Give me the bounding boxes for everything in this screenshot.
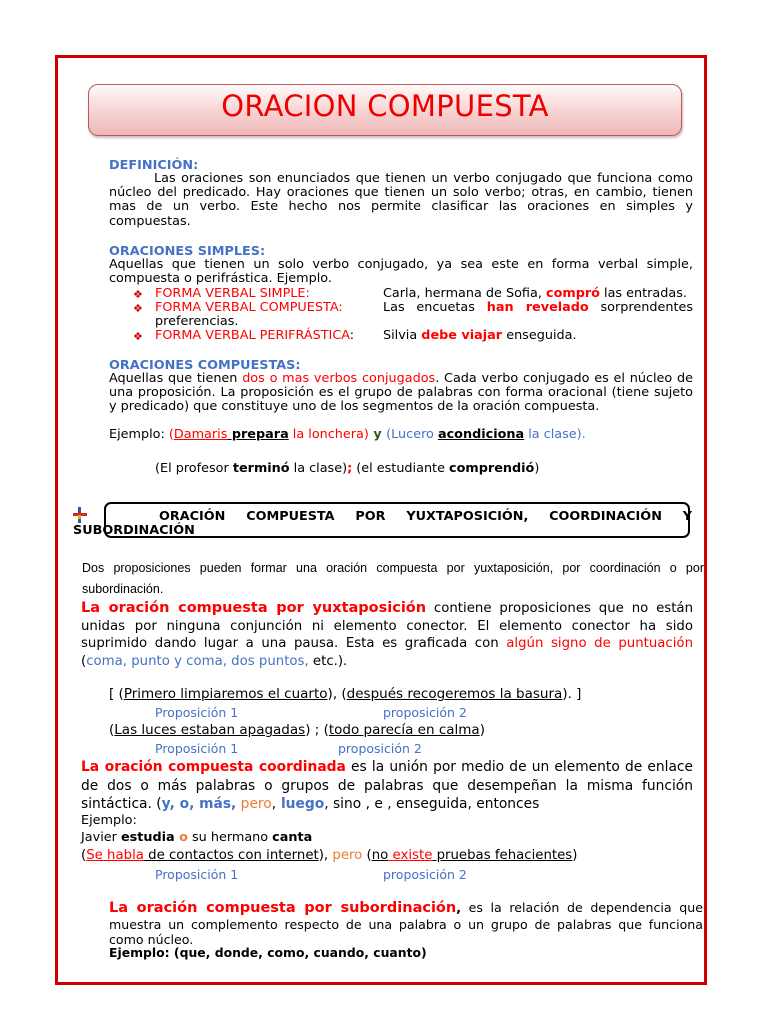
forma-perifrastica-example: Silvia debe viajar enseguida. (383, 328, 577, 343)
proposicion-1-label: Proposición 1 (155, 705, 239, 720)
yuxtaposicion-example-1: [ (Primero limpiaremos el cuarto), (después recogeremos la basura). ] (109, 686, 582, 702)
proposicion-2-label: proposición 2 (383, 705, 467, 720)
subordinacion-ejemplo: Ejemplo: (que, donde, como, cuando, cuanto) (109, 945, 427, 960)
forma-simple-example: Carla, hermana de Sofia, compró las entradas. (383, 286, 687, 301)
forma-compuesta-example: Las encuetas han revelado sorprendentes (383, 300, 693, 315)
coordinada-example-2: (Se habla de contactos con internet), pero (no existe pruebas fehacientes) (81, 848, 578, 863)
coordinada-ejemplo-label: Ejemplo: (81, 813, 137, 828)
subordinacion-paragraph: La oración compuesta por subordinación, es la relación de dependencia que muestra un complemento respecto de una palabra o un grupo de palabras que funciona como núcleo. (109, 900, 703, 947)
forma-simple-label: FORMA VERBAL SIMPLE: (155, 286, 310, 301)
intro-text: Dos proposiciones pueden formar una oración compuesta por yuxtaposición, por coordinación o por subordinación. (82, 561, 704, 596)
section-heading-line2: SUBORDINACIÓN (73, 523, 195, 538)
coordinada-paragraph: La oración compuesta coordinada es la unión por medio de un elemento de enlace de dos o más palabras o grupos de palabras que desempeñan la misma función sintáctica. (y, o, más, pero, luego, sino , e , enseguida, entonces (81, 759, 693, 813)
proposicion-1-label: Proposición 1 (155, 741, 239, 756)
proposicion-1-label: Proposición 1 (155, 867, 239, 882)
forma-perifrastica-label: FORMA VERBAL PERIFRÁSTICA: (155, 328, 355, 343)
proposicion-2-label: proposición 2 (383, 867, 467, 882)
compuestas-ejemplo-2: (El profesor terminó la clase); (el estudiante comprendió) (155, 461, 540, 476)
compuestas-text: Aquellas que tienen dos o mas verbos conjugados. Cada verbo conjugado es el núcleo de una proposición. La proposición es el grupo de palabras con forma oracional (tiene sujeto y predicado) que constituye uno de los segmentos de la oración compuesta. (109, 371, 694, 415)
bullet-icon: ❖ (133, 302, 143, 315)
yuxtaposicion-example-2: (Las luces estaban apagadas) ; (todo parecía en calma) (109, 722, 485, 738)
page-title: ORACION COMPUESTA (88, 84, 682, 136)
definicion-heading: DEFINICIÓN: (109, 158, 199, 173)
compuestas-ejemplo: Ejemplo: (Damaris prepara la lonchera) y (Lucero acondiciona la clase). (109, 427, 586, 442)
forma-compuesta-label: FORMA VERBAL COMPUESTA: (155, 300, 343, 315)
coordinada-example-1: Javier estudia o su hermano canta (81, 830, 313, 845)
bullet-icon: ❖ (133, 330, 143, 343)
definicion-text: Las oraciones son enunciados que tienen un verbo conjugado que funciona como núcleo del predicado. Hay oraciones que tienen un solo verbo; otras, en cambio, tienen mas de un verbo. Este hecho nos permite clasificar las oraciones en simples y compuestas. (109, 171, 693, 229)
simples-text: Aquellas que tienen un solo verbo conjugado, ya sea este en forma verbal simple, compuesta o perifrástica. Ejemplo. (109, 257, 693, 287)
simples-heading: ORACIONES SIMPLES: (109, 244, 266, 259)
section-heading-line1: ORACIÓN COMPUESTA POR YUXTAPOSICIÓN, COORDINACIÓN Y (159, 509, 692, 524)
bullet-icon: ❖ (133, 288, 143, 301)
yuxtaposicion-paragraph: La oración compuesta por yuxtaposición contiene proposiciones que no están unidas por ninguna conjunción ni elemento conector. El elemento conector ha sido suprimido dando lugar a una pausa. Esta es graficada con algún signo de puntuación (coma, punto y coma, dos puntos, etc.). (81, 600, 693, 669)
compuestas-heading: ORACIONES COMPUESTAS: (109, 358, 301, 373)
proposicion-2-label: proposición 2 (338, 741, 422, 756)
forma-compuesta-cont: preferencias. (155, 314, 239, 329)
